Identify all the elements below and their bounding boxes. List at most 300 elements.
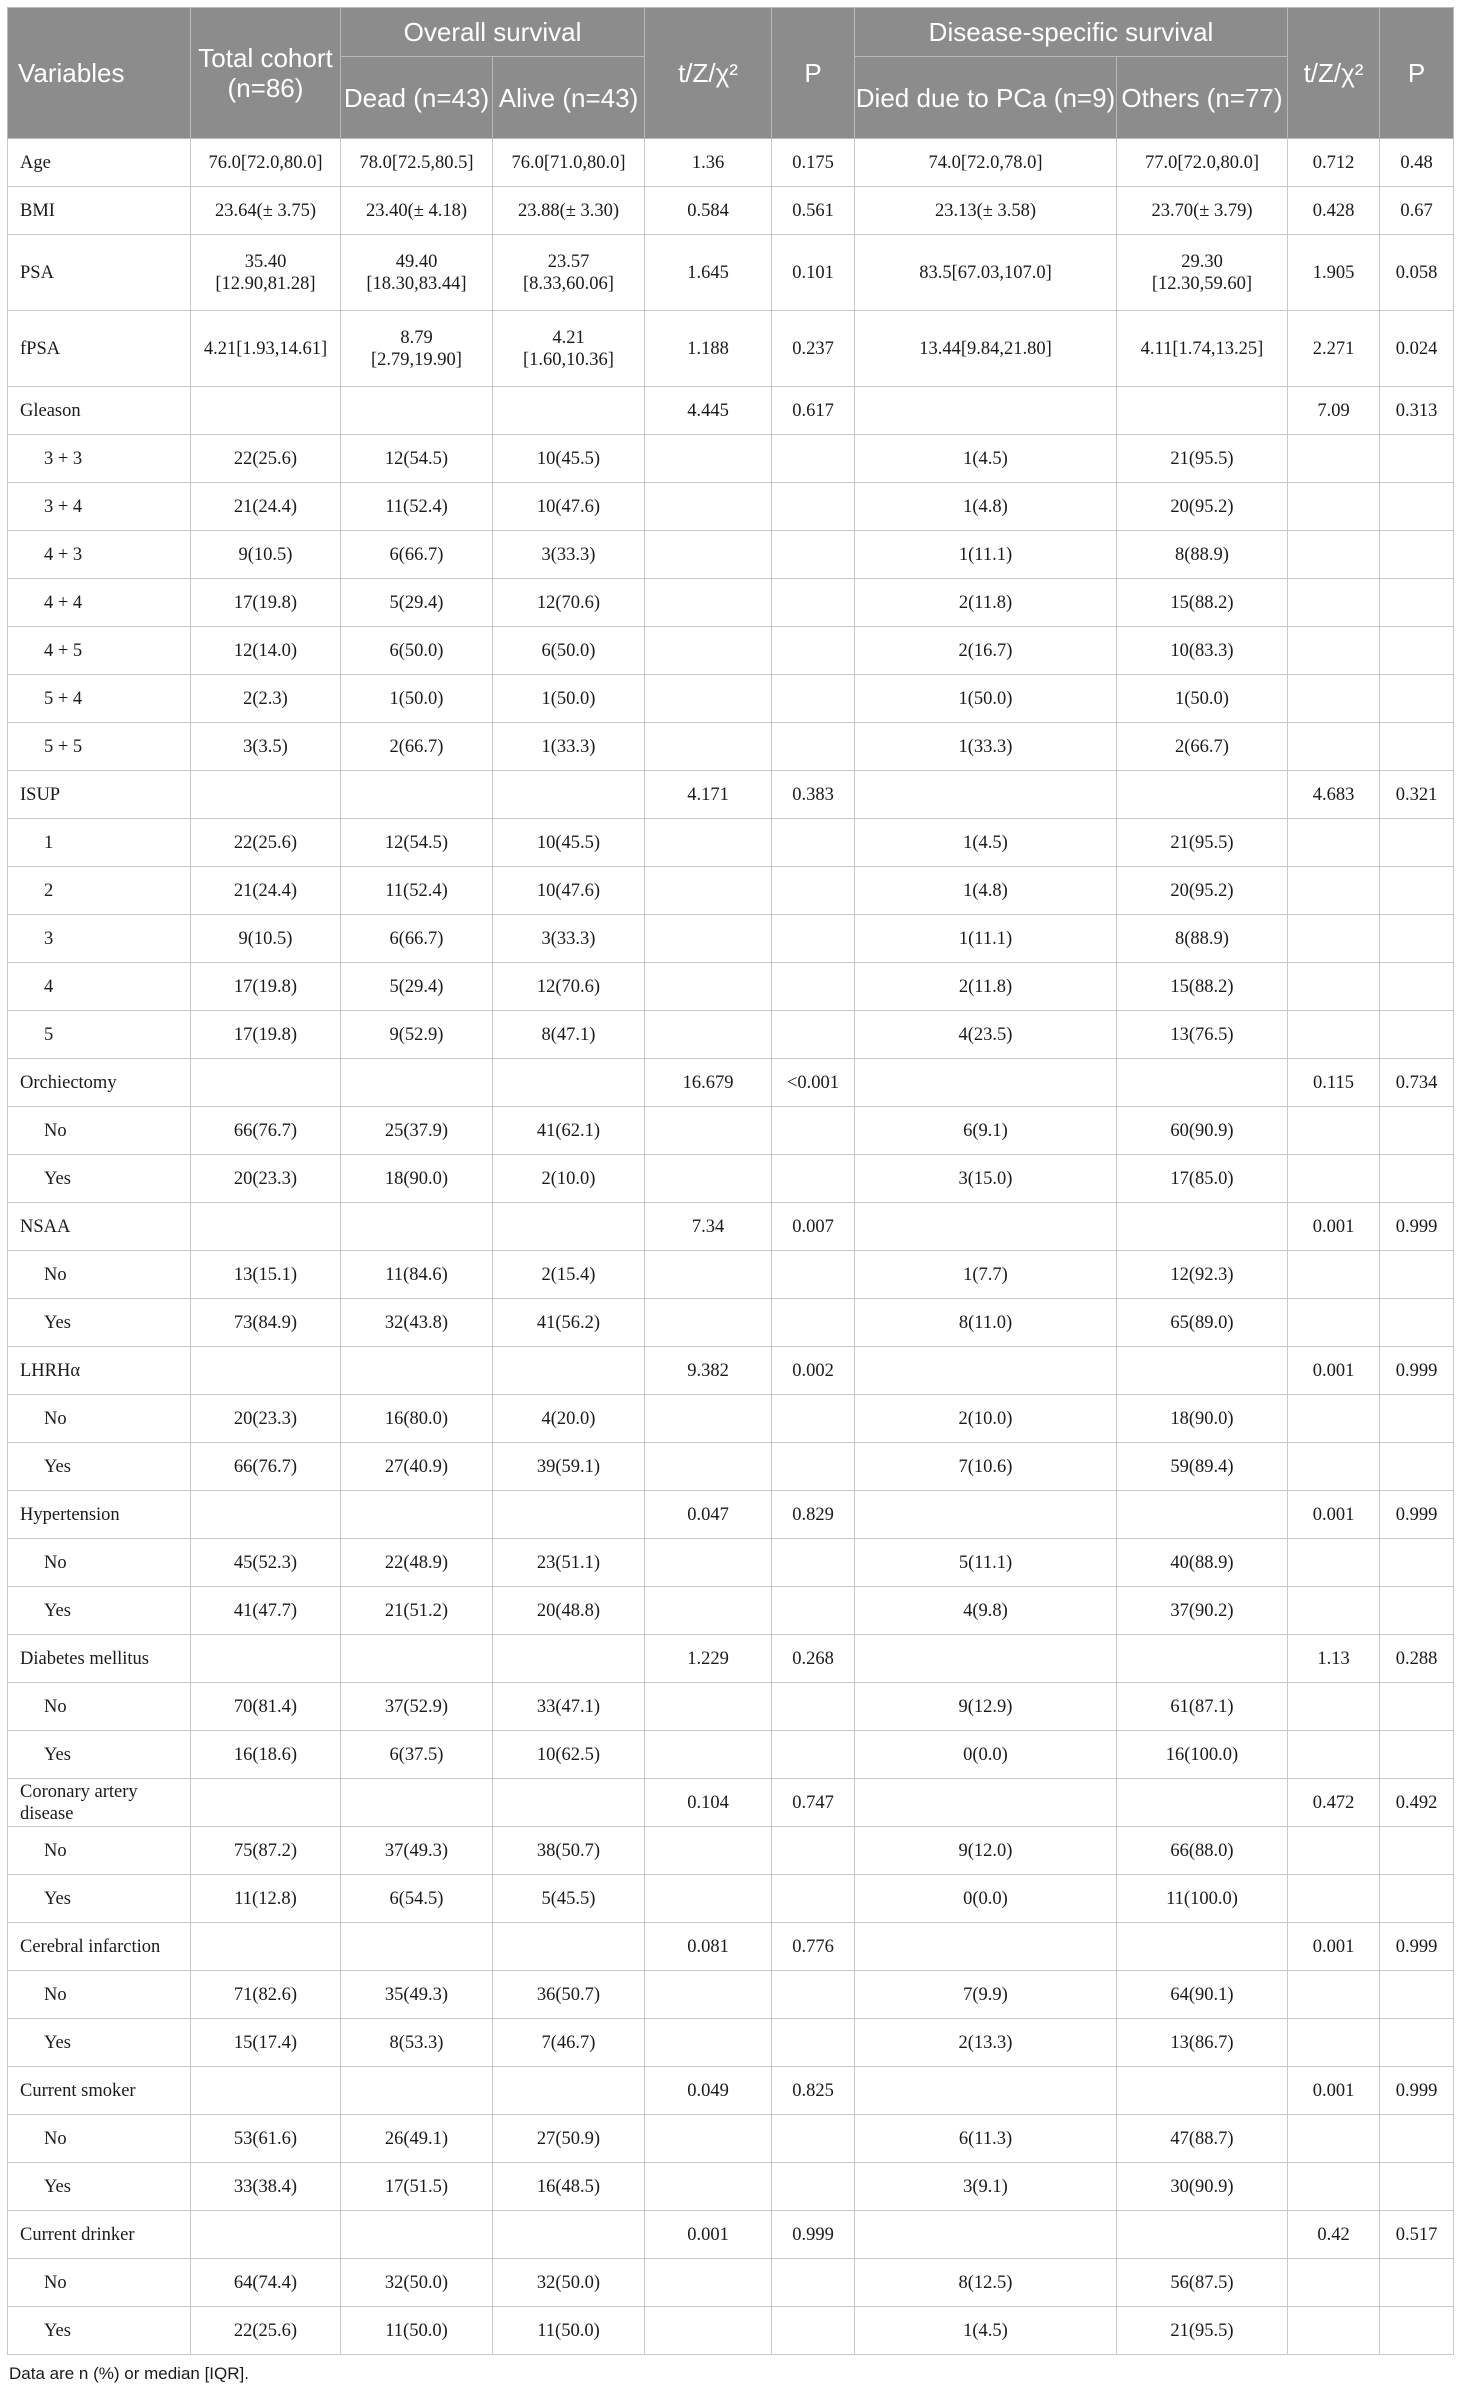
cell-dead: 32(43.8) <box>341 1299 493 1347</box>
cell-total: 64(74.4) <box>191 2259 341 2307</box>
cell-others <box>1117 1203 1288 1251</box>
cell-alive: 4.21 [1.60,10.36] <box>493 311 645 387</box>
cell-dead: 6(54.5) <box>341 1875 493 1923</box>
table-row <box>8 1923 1454 1971</box>
cell-dss-stat <box>1288 627 1380 675</box>
cell-os-p <box>772 2259 855 2307</box>
header-others: Others (n=77) <box>1117 57 1288 139</box>
cell-total <box>191 771 341 819</box>
cell-dss-stat <box>1288 915 1380 963</box>
cell-os-p <box>772 1875 855 1923</box>
cell-dead: 22(48.9) <box>341 1539 493 1587</box>
cell-died-pca <box>855 771 1117 819</box>
table-row <box>8 1587 1454 1635</box>
cell-dss-p: 0.288 <box>1380 1635 1454 1683</box>
cell-os-stat <box>645 2115 772 2163</box>
cell-os-stat: 1.229 <box>645 1635 772 1683</box>
cell-os-p <box>772 1587 855 1635</box>
cell-dss-stat <box>1288 675 1380 723</box>
cell-others <box>1117 1779 1288 1827</box>
cell-os-p <box>772 675 855 723</box>
cell-alive <box>493 2211 645 2259</box>
cell-dss-p <box>1380 531 1454 579</box>
table-row <box>8 1395 1454 1443</box>
cell-dss-stat <box>1288 963 1380 1011</box>
table-row <box>8 483 1454 531</box>
cell-os-stat <box>645 1443 772 1491</box>
cell-dss-stat: 4.683 <box>1288 771 1380 819</box>
cell-os-stat: 4.171 <box>645 771 772 819</box>
cell-os-p: 0.999 <box>772 2211 855 2259</box>
cell-died-pca: 1(50.0) <box>855 675 1117 723</box>
cell-dss-p <box>1380 1971 1454 2019</box>
cell-others: 11(100.0) <box>1117 1875 1288 1923</box>
header-total-cohort: Total cohort (n=86) <box>191 8 341 139</box>
cell-total: 9(10.5) <box>191 915 341 963</box>
cell-dss-p <box>1380 483 1454 531</box>
cell-alive: 12(70.6) <box>493 579 645 627</box>
cell-alive: 3(33.3) <box>493 531 645 579</box>
cell-dss-p <box>1380 1683 1454 1731</box>
cell-died-pca: 2(11.8) <box>855 579 1117 627</box>
cell-total: 20(23.3) <box>191 1395 341 1443</box>
cell-died-pca <box>855 1059 1117 1107</box>
cell-others: 13(86.7) <box>1117 2019 1288 2067</box>
cell-alive: 16(48.5) <box>493 2163 645 2211</box>
cell-variable: fPSA <box>8 311 191 387</box>
cell-dead: 2(66.7) <box>341 723 493 771</box>
cell-dead: 37(52.9) <box>341 1683 493 1731</box>
table-row <box>8 1059 1454 1107</box>
cell-os-p: 0.561 <box>772 187 855 235</box>
cell-alive: 23.88(± 3.30) <box>493 187 645 235</box>
cell-alive: 10(45.5) <box>493 819 645 867</box>
table-row <box>8 1971 1454 2019</box>
cell-os-stat: 0.081 <box>645 1923 772 1971</box>
cell-alive: 12(70.6) <box>493 963 645 1011</box>
cell-alive <box>493 1347 645 1395</box>
cell-alive: 27(50.9) <box>493 2115 645 2163</box>
cell-os-stat <box>645 819 772 867</box>
cell-others: 23.70(± 3.79) <box>1117 187 1288 235</box>
cell-dss-p <box>1380 1827 1454 1875</box>
cell-others <box>1117 1059 1288 1107</box>
cell-alive: 4(20.0) <box>493 1395 645 1443</box>
cell-dss-p <box>1380 1395 1454 1443</box>
cell-others <box>1117 1347 1288 1395</box>
cell-others: 20(95.2) <box>1117 483 1288 531</box>
cell-dss-stat <box>1288 867 1380 915</box>
cell-total: 21(24.4) <box>191 483 341 531</box>
cell-os-p <box>772 963 855 1011</box>
cell-dss-stat <box>1288 1251 1380 1299</box>
cell-alive: 23(51.1) <box>493 1539 645 1587</box>
cell-os-stat <box>645 1971 772 2019</box>
cell-dss-p <box>1380 867 1454 915</box>
cell-died-pca: 1(11.1) <box>855 531 1117 579</box>
cell-os-p <box>772 2163 855 2211</box>
cell-total: 20(23.3) <box>191 1155 341 1203</box>
cell-dead: 27(40.9) <box>341 1443 493 1491</box>
cell-dead <box>341 1203 493 1251</box>
data-table <box>7 7 1454 2355</box>
table-row <box>8 771 1454 819</box>
table-row <box>8 1731 1454 1779</box>
cell-others: 29.30 [12.30,59.60] <box>1117 235 1288 311</box>
cell-variable: Yes <box>8 1875 191 1923</box>
cell-dss-p <box>1380 2115 1454 2163</box>
cell-others: 15(88.2) <box>1117 963 1288 1011</box>
cell-died-pca: 3(9.1) <box>855 2163 1117 2211</box>
cell-dss-p <box>1380 2163 1454 2211</box>
cell-total: 71(82.6) <box>191 1971 341 2019</box>
cell-os-p: 0.383 <box>772 771 855 819</box>
table-row <box>8 435 1454 483</box>
cell-died-pca: 1(4.5) <box>855 435 1117 483</box>
cell-dss-p: 0.024 <box>1380 311 1454 387</box>
cell-dss-p: 0.492 <box>1380 1779 1454 1827</box>
cell-dead: 18(90.0) <box>341 1155 493 1203</box>
cell-variable: PSA <box>8 235 191 311</box>
cell-dss-stat <box>1288 1443 1380 1491</box>
table-row <box>8 1875 1454 1923</box>
cell-os-stat <box>645 2259 772 2307</box>
cell-os-stat <box>645 579 772 627</box>
cell-dss-stat: 0.472 <box>1288 1779 1380 1827</box>
cell-dss-p <box>1380 2259 1454 2307</box>
cell-others <box>1117 1923 1288 1971</box>
cell-dead: 9(52.9) <box>341 1011 493 1059</box>
cell-os-stat: 4.445 <box>645 387 772 435</box>
header-dead: Dead (n=43) <box>341 57 493 139</box>
cell-variable: Orchiectomy <box>8 1059 191 1107</box>
cell-os-p <box>772 531 855 579</box>
cell-dead: 12(54.5) <box>341 819 493 867</box>
cell-total: 33(38.4) <box>191 2163 341 2211</box>
table-row <box>8 1251 1454 1299</box>
cell-dss-stat <box>1288 579 1380 627</box>
cell-dss-stat: 0.001 <box>1288 2067 1380 2115</box>
table-row <box>8 1299 1454 1347</box>
cell-os-stat: 0.001 <box>645 2211 772 2259</box>
cell-died-pca <box>855 2067 1117 2115</box>
cell-alive <box>493 1059 645 1107</box>
cell-alive: 2(15.4) <box>493 1251 645 1299</box>
cell-os-stat: 0.049 <box>645 2067 772 2115</box>
header-alive: Alive (n=43) <box>493 57 645 139</box>
cell-variable: Yes <box>8 2019 191 2067</box>
cell-alive <box>493 1635 645 1683</box>
cell-dss-p <box>1380 675 1454 723</box>
cell-total: 70(81.4) <box>191 1683 341 1731</box>
cell-total <box>191 387 341 435</box>
cell-total: 23.64(± 3.75) <box>191 187 341 235</box>
cell-dss-p: 0.321 <box>1380 771 1454 819</box>
cell-os-stat: 7.34 <box>645 1203 772 1251</box>
cell-os-stat <box>645 627 772 675</box>
cell-os-stat <box>645 675 772 723</box>
cell-dss-stat <box>1288 1395 1380 1443</box>
cell-others <box>1117 1635 1288 1683</box>
cell-others: 66(88.0) <box>1117 1827 1288 1875</box>
table-row <box>8 1635 1454 1683</box>
cell-os-p <box>772 2307 855 2355</box>
cell-variable: Gleason <box>8 387 191 435</box>
cell-dead: 6(66.7) <box>341 915 493 963</box>
table-row <box>8 531 1454 579</box>
cell-died-pca <box>855 1923 1117 1971</box>
cell-os-stat <box>645 483 772 531</box>
cell-variable: Hypertension <box>8 1491 191 1539</box>
cell-dss-stat: 1.905 <box>1288 235 1380 311</box>
cell-dead: 12(54.5) <box>341 435 493 483</box>
cell-dss-p <box>1380 1107 1454 1155</box>
cell-dss-p <box>1380 1731 1454 1779</box>
table-body <box>8 139 1454 2355</box>
cell-others <box>1117 771 1288 819</box>
table-row <box>8 187 1454 235</box>
cell-os-stat <box>645 1683 772 1731</box>
table-row <box>8 627 1454 675</box>
table-row <box>8 963 1454 1011</box>
cell-dead: 26(49.1) <box>341 2115 493 2163</box>
table-row <box>8 2163 1454 2211</box>
table-row <box>8 1443 1454 1491</box>
cell-total: 12(14.0) <box>191 627 341 675</box>
cell-dss-p: 0.999 <box>1380 1203 1454 1251</box>
cell-dss-stat <box>1288 1539 1380 1587</box>
table-row <box>8 2307 1454 2355</box>
header-os-stat: t/Z/χ² <box>645 8 772 139</box>
cell-dss-stat <box>1288 2115 1380 2163</box>
cell-os-stat <box>645 1107 772 1155</box>
cell-alive: 38(50.7) <box>493 1827 645 1875</box>
cell-alive <box>493 2067 645 2115</box>
cell-dss-p: 0.058 <box>1380 235 1454 311</box>
cell-dead: 8(53.3) <box>341 2019 493 2067</box>
cell-total: 2(2.3) <box>191 675 341 723</box>
cell-os-stat <box>645 1011 772 1059</box>
cell-others: 47(88.7) <box>1117 2115 1288 2163</box>
cell-os-p <box>772 1011 855 1059</box>
cell-os-p <box>772 627 855 675</box>
table-row <box>8 2259 1454 2307</box>
cell-variable: No <box>8 2115 191 2163</box>
cell-total: 3(3.5) <box>191 723 341 771</box>
cell-dss-stat: 2.271 <box>1288 311 1380 387</box>
cell-total: 75(87.2) <box>191 1827 341 1875</box>
cell-total: 22(25.6) <box>191 819 341 867</box>
cell-os-stat: 16.679 <box>645 1059 772 1107</box>
cell-os-stat <box>645 1827 772 1875</box>
cell-dead: 11(84.6) <box>341 1251 493 1299</box>
cell-died-pca: 0(0.0) <box>855 1731 1117 1779</box>
cell-total <box>191 2211 341 2259</box>
cell-variable: 5 + 5 <box>8 723 191 771</box>
cell-others: 60(90.9) <box>1117 1107 1288 1155</box>
cell-others: 8(88.9) <box>1117 915 1288 963</box>
cell-variable: 5 + 4 <box>8 675 191 723</box>
cell-os-p <box>772 1539 855 1587</box>
cell-alive: 7(46.7) <box>493 2019 645 2067</box>
cell-dss-p <box>1380 1251 1454 1299</box>
cell-others <box>1117 2067 1288 2115</box>
cell-os-p <box>772 1827 855 1875</box>
table-row <box>8 1683 1454 1731</box>
cell-dss-p <box>1380 1299 1454 1347</box>
table-row <box>8 579 1454 627</box>
cell-dss-stat <box>1288 2019 1380 2067</box>
cell-dss-stat: 0.42 <box>1288 2211 1380 2259</box>
cell-others: 18(90.0) <box>1117 1395 1288 1443</box>
cell-variable: 3 + 4 <box>8 483 191 531</box>
cell-os-stat <box>645 867 772 915</box>
cell-os-p <box>772 1443 855 1491</box>
cell-dss-stat: 0.115 <box>1288 1059 1380 1107</box>
cell-dss-p <box>1380 627 1454 675</box>
cell-os-stat <box>645 531 772 579</box>
cell-total <box>191 1347 341 1395</box>
cell-alive <box>493 1491 645 1539</box>
cell-died-pca: 7(9.9) <box>855 1971 1117 2019</box>
cell-dss-p <box>1380 819 1454 867</box>
cell-dss-p <box>1380 915 1454 963</box>
cell-others <box>1117 2211 1288 2259</box>
header-dss-stat: t/Z/χ² <box>1288 8 1380 139</box>
cell-died-pca: 1(4.8) <box>855 867 1117 915</box>
cell-others: 12(92.3) <box>1117 1251 1288 1299</box>
cell-variable: Yes <box>8 1299 191 1347</box>
cell-dead <box>341 2211 493 2259</box>
cell-others: 15(88.2) <box>1117 579 1288 627</box>
cell-died-pca: 8(12.5) <box>855 2259 1117 2307</box>
cell-others: 13(76.5) <box>1117 1011 1288 1059</box>
cell-others: 20(95.2) <box>1117 867 1288 915</box>
cell-dss-stat <box>1288 1011 1380 1059</box>
cell-variable: LHRHα <box>8 1347 191 1395</box>
cell-dead: 6(37.5) <box>341 1731 493 1779</box>
table-row <box>8 139 1454 187</box>
cell-dead <box>341 771 493 819</box>
cell-alive: 1(50.0) <box>493 675 645 723</box>
cell-alive: 2(10.0) <box>493 1155 645 1203</box>
cell-dead <box>341 1491 493 1539</box>
cell-variable: Yes <box>8 1155 191 1203</box>
table-row <box>8 1347 1454 1395</box>
cell-total: 17(19.8) <box>191 1011 341 1059</box>
cell-alive: 3(33.3) <box>493 915 645 963</box>
table-row <box>8 1155 1454 1203</box>
cell-died-pca: 6(9.1) <box>855 1107 1117 1155</box>
cell-died-pca: 4(9.8) <box>855 1587 1117 1635</box>
cell-os-stat <box>645 1539 772 1587</box>
cell-variable: Diabetes mellitus <box>8 1635 191 1683</box>
cell-died-pca <box>855 1491 1117 1539</box>
cell-os-p: 0.237 <box>772 311 855 387</box>
cell-dss-stat <box>1288 2307 1380 2355</box>
cell-total: 15(17.4) <box>191 2019 341 2067</box>
cell-others: 77.0[72.0,80.0] <box>1117 139 1288 187</box>
cell-variable: 5 <box>8 1011 191 1059</box>
cell-died-pca: 1(11.1) <box>855 915 1117 963</box>
cell-died-pca <box>855 2211 1117 2259</box>
header-os-p: P <box>772 8 855 139</box>
cell-os-stat <box>645 1395 772 1443</box>
cell-variable: Cerebral infarction <box>8 1923 191 1971</box>
cell-variable: Yes <box>8 1443 191 1491</box>
cell-variable: No <box>8 1683 191 1731</box>
cell-dss-stat <box>1288 2259 1380 2307</box>
cell-dead: 17(51.5) <box>341 2163 493 2211</box>
cell-alive: 1(33.3) <box>493 723 645 771</box>
cell-died-pca <box>855 1779 1117 1827</box>
cell-total: 73(84.9) <box>191 1299 341 1347</box>
cell-dead: 49.40 [18.30,83.44] <box>341 235 493 311</box>
cell-alive <box>493 1779 645 1827</box>
cell-dead <box>341 1923 493 1971</box>
cell-dss-stat <box>1288 1875 1380 1923</box>
cell-os-p: 0.002 <box>772 1347 855 1395</box>
cell-dead: 23.40(± 4.18) <box>341 187 493 235</box>
cell-died-pca: 2(16.7) <box>855 627 1117 675</box>
cell-os-p: 0.617 <box>772 387 855 435</box>
cell-os-p: <0.001 <box>772 1059 855 1107</box>
cell-alive: 20(48.8) <box>493 1587 645 1635</box>
header-died-pca: Died due to PCa (n=9) <box>855 57 1117 139</box>
table-footnote: Data are n (%) or median [IQR]. <box>9 2364 249 2383</box>
cell-os-p: 0.175 <box>772 139 855 187</box>
cell-alive: 76.0[71.0,80.0] <box>493 139 645 187</box>
cell-dss-p <box>1380 1443 1454 1491</box>
cell-alive: 10(47.6) <box>493 483 645 531</box>
cell-dss-p <box>1380 2307 1454 2355</box>
cell-os-p <box>772 1251 855 1299</box>
cell-others: 8(88.9) <box>1117 531 1288 579</box>
cell-others: 1(50.0) <box>1117 675 1288 723</box>
cell-os-stat <box>645 1299 772 1347</box>
cell-variable: BMI <box>8 187 191 235</box>
cell-dss-p: 0.734 <box>1380 1059 1454 1107</box>
table-row <box>8 2115 1454 2163</box>
cell-dead: 1(50.0) <box>341 675 493 723</box>
table-row <box>8 675 1454 723</box>
cell-alive: 41(62.1) <box>493 1107 645 1155</box>
cell-dss-stat: 0.001 <box>1288 1491 1380 1539</box>
cell-total: 22(25.6) <box>191 435 341 483</box>
cell-os-stat <box>645 1875 772 1923</box>
cell-os-p <box>772 483 855 531</box>
table-row <box>8 723 1454 771</box>
cell-total <box>191 2067 341 2115</box>
cell-total: 66(76.7) <box>191 1443 341 1491</box>
cell-dss-p <box>1380 963 1454 1011</box>
cell-variable: 2 <box>8 867 191 915</box>
cell-variable: 3 + 3 <box>8 435 191 483</box>
cell-os-p <box>772 579 855 627</box>
cell-total: 76.0[72.0,80.0] <box>191 139 341 187</box>
cell-others: 30(90.9) <box>1117 2163 1288 2211</box>
cell-died-pca: 5(11.1) <box>855 1539 1117 1587</box>
cell-dead: 11(50.0) <box>341 2307 493 2355</box>
cell-dead: 6(50.0) <box>341 627 493 675</box>
cell-os-p <box>772 819 855 867</box>
cell-os-p: 0.101 <box>772 235 855 311</box>
cell-dead <box>341 2067 493 2115</box>
cell-variable: No <box>8 1539 191 1587</box>
cell-dss-stat <box>1288 723 1380 771</box>
cell-dss-p <box>1380 2019 1454 2067</box>
cell-dead <box>341 387 493 435</box>
